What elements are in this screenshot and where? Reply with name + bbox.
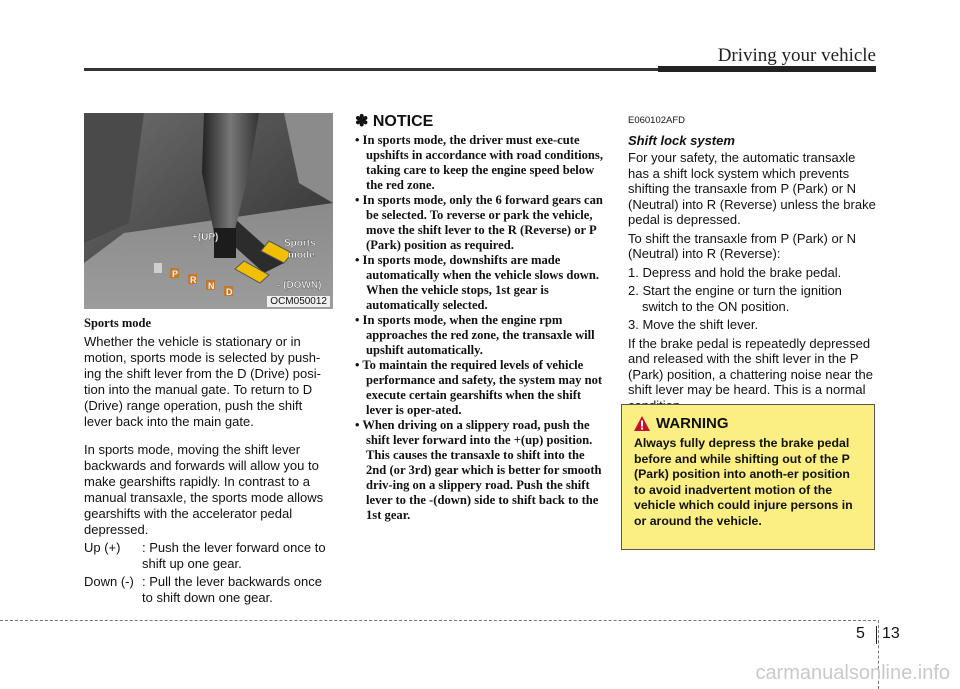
shift-lock-para-1: For your safety, the automatic transaxle has a shift lock system which prevents shifting the transaxle from P (Park) or N (Neutral) into R (Reverse) unless the brake pedal is depressed. [628, 150, 876, 227]
def-up-term: Up (+) [84, 540, 121, 555]
gate-r: R [190, 275, 197, 285]
notice-item: • In sports mode, only the 6 forward gears can be selected. To reverse or park the vehicle, move the shift lever to the R (Reverse) or P (Park) position as required. [355, 193, 603, 252]
warning-box [621, 404, 875, 550]
shift-lock-step: 2. Start the engine or turn the ignition switch to the ON position. [628, 283, 842, 314]
notice-item: • In sports mode, the driver must exe-cute upshifts in accordance with road conditions, taking care to keep the engine speed below the red zone. [355, 133, 603, 192]
notice-item: • In sports mode, downshifts are made automatically when the vehicle slows down. When the vehicle stops, 1st gear is automatically selected. [355, 253, 599, 312]
def-up-desc: : Push the lever forward once to shift up one gear. [142, 540, 326, 571]
shift-lever-illustration [84, 113, 333, 309]
notice-item: • In sports mode, when the engine rpm approaches the red zone, the transaxle will upshift automatically. [355, 313, 595, 357]
gate-n: N [208, 281, 215, 291]
header-title: Driving your vehicle [717, 45, 876, 66]
page-number-divider [876, 626, 877, 644]
def-down [84, 574, 333, 606]
label-up: +(UP) [192, 232, 219, 243]
shift-lock-title: Shift lock system [628, 132, 735, 148]
shift-lock-section [628, 113, 877, 416]
notice-item: • When driving on a slippery road, push the shift lever forward into the +(up) position. This causes the transaxle to shift into the 2nd (or 3rd) gear which is better for smooth driv-ing on a slippery road. Push the shift lever to the -(down) side to shift back to the 1st gear. [355, 418, 602, 522]
shift-lever-photo [84, 113, 333, 309]
def-up [84, 540, 333, 572]
section-code: E060102AFD [628, 115, 686, 126]
gate-p: P [172, 269, 179, 279]
sports-mode-para-1: Whether the vehicle is stationary or in motion, sports mode is selected by push-ing the shift lever from the D (Drive) posi-tion into the manual gate. To return to D (Drive) range operation, push the shift lever back into the main gate. [84, 334, 321, 429]
sports-mode-caption: Sports mode [84, 316, 152, 330]
warning-title: WARNING [656, 415, 729, 432]
warning-triangle-icon [634, 416, 650, 431]
shift-lock-para-3: If the brake pedal is repeatedly depressed and released with the shift lever in the P (Park) position, a chattering noise near the shift lever may be heard. This is a normal [628, 335, 873, 397]
notice-box [355, 111, 605, 523]
header-rule-accent [658, 66, 876, 72]
label-mode: mode [288, 250, 315, 261]
chapter-number: 5 [856, 625, 865, 642]
photo-code: OCM050012 [267, 296, 330, 307]
warning-body: Always fully depress the brake pedal before and while shifting out of the P (Park) position into anoth-er position to avoid inadvertent motion of the vehicle which could injure persons in or around the vehicle. [634, 436, 853, 528]
shift-lock-step: 3. Move the shift lever. [628, 317, 759, 332]
notice-list [355, 133, 605, 523]
label-sports: Sports [284, 238, 316, 249]
shift-lock-para-2: To shift the transaxle from P (Park) or N (Neutral) into R (Reverse): [628, 230, 857, 261]
label-down: - (DOWN) [277, 280, 322, 291]
warning-header [634, 415, 862, 432]
gate-d: D [226, 287, 233, 297]
watermark: carmanualsonline.info [755, 662, 950, 684]
def-down-term: Down (-) [84, 574, 134, 589]
shift-lock-step: 1. Depress and hold the brake pedal. [628, 264, 842, 280]
def-down-desc: : Pull the lever backwards once to shift down one gear. [142, 574, 322, 605]
footer-rule [0, 620, 876, 621]
sports-mode-para-2: In sports mode, moving the shift lever backwards and forwards will allow you to make gearshifts rapidly. In contrast to a manual transaxle, the sports mode allows gearshifts with the accelerator pedal depressed. [84, 442, 324, 537]
sports-mode-text [84, 334, 333, 606]
page-number: 13 [882, 625, 900, 642]
notice-item: • To maintain the required levels of vehicle performance and safety, the system may not execute certain gearshifts when the shift lever is oper-ated. [355, 358, 603, 417]
notice-title: ✽ NOTICE [355, 113, 434, 130]
